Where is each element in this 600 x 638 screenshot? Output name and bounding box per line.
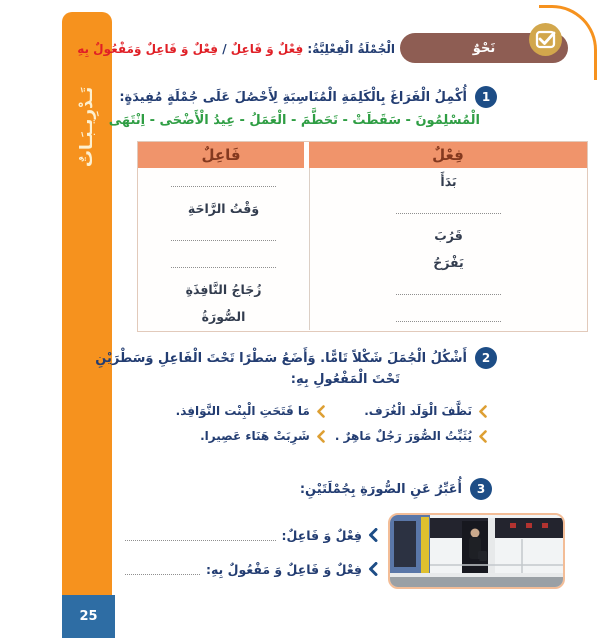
answer-blank[interactable]: [171, 257, 276, 268]
exercise2-number-badge: 2: [475, 347, 497, 369]
table-cell-verb: [309, 276, 587, 303]
list-item: [335, 429, 487, 443]
sidebar-label: تَـدْرِيـبَـاتٌ: [77, 86, 97, 167]
sentence-text: شَرِبَتْ هَنَاء عَصِيرا.: [200, 429, 310, 443]
sidebar-tab: [62, 12, 112, 595]
prompt-line: [125, 558, 378, 580]
exercise2-header: [95, 347, 497, 369]
table-row: [138, 222, 587, 249]
verb-subject-table: [137, 141, 588, 332]
exercise2-instruction-line2: تَحْتَ الْمَفْعُولِ بِهِ:: [290, 372, 400, 387]
answer-blank[interactable]: [396, 311, 501, 322]
prompt-line: [125, 524, 378, 546]
table-cell-subject: زُجَاجُ النَّافِذَةِ: [185, 282, 262, 297]
sentence-text: نَظَّفَ الْوَلَد الْغُرَف.: [364, 404, 472, 418]
lesson-title-red-1: فِعْلٌ وَ فَاعِلٌ: [230, 42, 304, 56]
sentence-text: مَا فَتَحَتِ الْبِنْت النَّوَافِذ.: [175, 404, 310, 418]
table-cell-subject: الصُّورَةُ: [201, 309, 246, 324]
table-header-row: [138, 142, 587, 168]
exercise3-instruction: أُعَبِّرُ عَنِ الصُّورَةِ بِجُمْلَتَيْنِ:: [299, 481, 462, 497]
list-item: [176, 429, 325, 443]
exercise2-instruction-line1: أَشْكُلُ الْجُمَلَ شَكْلاً تَامًّا. وَأَضَعُ سَطْرًا تَحْتَ الْفَاعِلِ وَسَطْرَيْنِ: [95, 350, 467, 366]
prompt-label: فِعْلٌ وَ فَاعِلٌ:: [281, 527, 362, 543]
prompt-label: فِعْلٌ وَ فَاعِلٌ وَ مَفْعُولٌ بِهِ:: [205, 561, 362, 577]
exercise1-instruction: أُكْمِلُ الْفَرَاغَ بِالْكَلِمَةِ الْمُنَاسِبَةِ لِأَحْصُلَ عَلَى جُمْلَةٍ مُفِيدَةٍ:: [119, 89, 467, 105]
exercise3-header: [300, 478, 492, 500]
chevron-left-icon: [368, 528, 378, 542]
table-cell-subject: [138, 168, 309, 195]
lesson-title-black: الْجُمْلَةُ الْفِعْلِيَّةُ:: [307, 42, 395, 56]
chevron-left-icon: [478, 430, 487, 443]
table-cell-subject: [138, 249, 309, 276]
page-number-box: [62, 595, 115, 638]
answer-blank[interactable]: [396, 284, 501, 295]
lesson-title-red-2: فِعْلٌ وَ فَاعِلٌ وَمَفْعُولٌ بِهِ: [77, 42, 219, 56]
grammar-badge-label: نَحْوٌ: [472, 40, 496, 56]
table-row: [138, 303, 587, 330]
table-row: [138, 249, 587, 276]
chevron-left-icon: [368, 562, 378, 576]
checkbox-check-icon: [528, 22, 563, 57]
table-cell-verb: بَدَأَ: [309, 168, 587, 195]
table-header-subject: فَاعِلٌ: [138, 142, 304, 168]
lesson-title: [77, 42, 395, 56]
table-cell-verb: يَفْرَحُ: [309, 249, 587, 276]
table-header-verb: فِعْلٌ: [309, 142, 587, 168]
tram-photo: [388, 513, 565, 589]
word-bank: الْمُسْلِمُونَ - سَقَطَتْ - تَحَطَّمَ - الْعَمَلُ - عِيدُ الْأَضْحَى - اِنْتَهَى: [108, 113, 480, 128]
table-cell-verb: [309, 303, 587, 330]
chevron-left-icon: [316, 430, 325, 443]
sentence-text: يُثَبِّتُ الصُّوَرَ رَجُلٌ مَاهِرٌ .: [334, 429, 472, 443]
table-row: [138, 168, 587, 195]
list-item: [335, 404, 487, 418]
chevron-left-icon: [316, 405, 325, 418]
table-cell-verb: [309, 195, 587, 222]
table-row: [138, 195, 587, 222]
sidebar-label-wrap: [62, 34, 112, 219]
tram-illustration: [390, 515, 563, 587]
table-cell-subject: وَقْتُ الرَّاحَةِ: [187, 201, 260, 216]
exercise2-sentences: [175, 404, 487, 443]
chevron-left-icon: [478, 405, 487, 418]
table-header-gap: [304, 142, 309, 168]
answer-blank[interactable]: [396, 203, 501, 214]
exercise1-header: [119, 86, 497, 108]
exercise3-number-badge: 3: [470, 478, 492, 500]
answer-blank[interactable]: [171, 176, 276, 187]
table-cell-subject: [138, 222, 309, 249]
lesson-title-separator: /: [222, 42, 227, 56]
answer-blank[interactable]: [171, 230, 276, 241]
table-row: [138, 276, 587, 303]
table-cell-verb: قَرُبَ: [309, 222, 587, 249]
answer-blank[interactable]: [125, 540, 276, 541]
list-item: [176, 404, 325, 418]
exercise1-number-badge: 1: [475, 86, 497, 108]
answer-blank[interactable]: [125, 574, 200, 575]
page-number: 25: [79, 609, 98, 624]
